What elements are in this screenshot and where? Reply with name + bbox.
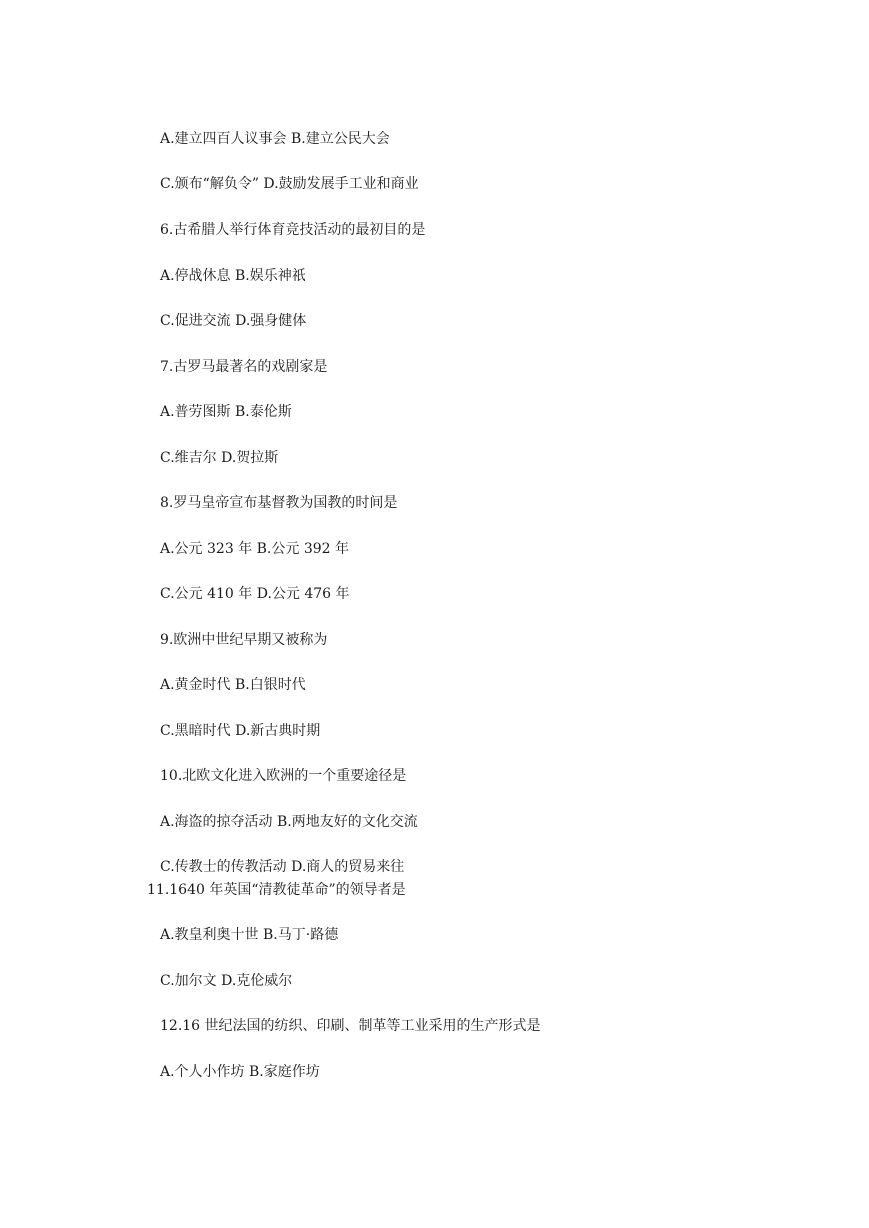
question-12-options-ab: A.个人小作坊 B.家庭作坊	[160, 1064, 320, 1080]
question-5-options-cd: C.颁布“解负令” D.鼓励发展手工业和商业	[160, 176, 419, 192]
question-11-stem: 11.1640 年英国“清教徒革命”的领导者是	[147, 882, 406, 898]
question-9-options-ab: A.黄金时代 B.白银时代	[160, 677, 306, 693]
question-8-options-cd: C.公元 410 年 D.公元 476 年	[160, 586, 350, 602]
question-8-options-ab: A.公元 323 年 B.公元 392 年	[160, 541, 349, 557]
question-9-options-cd: C.黑暗时代 D.新古典时期	[160, 723, 321, 739]
question-6-options-cd: C.促进交流 D.强身健体	[160, 313, 307, 329]
question-7-stem: 7.古罗马最著名的戏剧家是	[160, 359, 328, 375]
question-7-options-ab: A.普劳图斯 B.泰伦斯	[160, 404, 292, 420]
question-10-stem: 10.北欧文化进入欧洲的一个重要途径是	[160, 768, 407, 784]
question-11-options-ab: A.教皇利奥十世 B.马丁·路德	[160, 927, 339, 943]
question-9-stem: 9.欧洲中世纪早期又被称为	[160, 632, 328, 648]
question-10-options-cd: C.传教士的传教活动 D.商人的贸易来往	[160, 859, 405, 875]
question-12-stem: 12.16 世纪法国的纺织、印刷、制革等工业采用的生产形式是	[160, 1018, 541, 1034]
question-6-stem: 6.古希腊人举行体育竞技活动的最初目的是	[160, 222, 426, 238]
question-5-options-ab: A.建立四百人议事会 B.建立公民大会	[160, 131, 390, 147]
question-8-stem: 8.罗马皇帝宣布基督教为国教的时间是	[160, 495, 398, 511]
question-10-options-ab: A.海盗的掠夺活动 B.两地友好的文化交流	[160, 814, 418, 830]
question-7-options-cd: C.维吉尔 D.贺拉斯	[160, 450, 279, 466]
question-6-options-ab: A.停战休息 B.娱乐神祇	[160, 268, 306, 284]
question-11-options-cd: C.加尔文 D.克伦威尔	[160, 973, 293, 989]
